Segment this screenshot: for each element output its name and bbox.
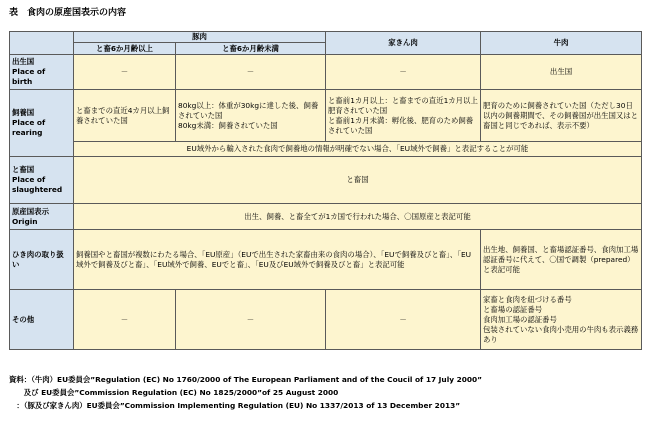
- row-label-origin: 原産国表示 Origin: [10, 204, 74, 230]
- origin-labeling-table: [9, 31, 642, 350]
- header-poultry: 家きん肉: [326, 32, 481, 55]
- header-beef: 牛肉: [481, 32, 642, 55]
- birth-pork-over6m: －: [74, 55, 176, 90]
- slaughter-value: と畜国: [74, 157, 642, 204]
- source-note-1: 資料：（牛肉）EU委員会”Regulation (EC) No 1760/2000 of The European Parliament and of the Coucil of 17 July 2000”: [9, 375, 483, 384]
- row-label-rearing: 飼養国 Place of rearing: [10, 90, 74, 157]
- minced-pork-poultry: 飼養国やと畜国が複数にわたる場合、「EU原産」（EUで出生された家畜由来の食肉の場合）、「EUで飼養及びと畜」、「EU域外で飼養及びと畜」、「EU域外で飼養、EUでと畜」、「EU及びEU域外で飼養及びと畜」と表記可能: [74, 230, 481, 290]
- row-label-slaughter: と畜国 Place of slaughtered: [10, 157, 74, 204]
- rearing-pork-over6m: と畜までの直近4カ月以上飼養されていた国: [74, 90, 176, 142]
- birth-poultry: －: [326, 55, 481, 90]
- rearing-beef: 肥育のために飼養されていた国（ただし30日以内の飼養期間で、その飼養国が出生国又はと畜国と同じであれば、表示不要）: [481, 90, 642, 142]
- header-pork-over6m: と畜6か月齢以上: [74, 43, 176, 55]
- rearing-pork-under6m: 80kg以上：体重が30kgに達した後、飼養されていた国 80kg未満：飼養されていた国: [176, 90, 326, 142]
- table-title: 表 食肉の原産国表示の内容: [9, 8, 127, 18]
- birth-beef: 出生国: [481, 55, 642, 90]
- origin-value: 出生、飼養、と畜全てが1カ国で行われた場合、〇国原産と表記可能: [74, 204, 642, 230]
- header-pork-under6m: と畜6か月齢未満: [176, 43, 326, 55]
- other-poultry: －: [326, 290, 481, 350]
- source-note-2: 及び EU委員会”Commission Regulation (EC) No 1825/2000”of 25 August 2000: [9, 388, 339, 397]
- corner-cell: [10, 32, 74, 55]
- other-pork-over6m: －: [74, 290, 176, 350]
- birth-pork-under6m: －: [176, 55, 326, 90]
- rearing-eu-note: EU域外から輸入された食肉で飼養地の情報が明確でない場合、「EU域外で飼養」と表記することが可能: [74, 142, 642, 157]
- row-label-minced: ひき肉の取り扱い: [10, 230, 74, 290]
- source-notes: [9, 373, 482, 412]
- other-pork-under6m: －: [176, 290, 326, 350]
- row-label-other: その他: [10, 290, 74, 350]
- other-beef: 家畜と食肉を紐づける番号 と畜場の認証番号 食肉加工場の認証番号 包装されていない食肉小売用の牛肉も表示義務あり: [481, 290, 642, 350]
- rearing-poultry: と畜前1カ月以上：と畜までの直近1カ月以上肥育されていた国 と畜前1カ月未満：孵化後、肥育のため飼養されていた国: [326, 90, 481, 142]
- header-pork: 豚肉: [74, 32, 326, 43]
- minced-beef: 出生地、飼養国、と畜場認証番号、食肉加工場認証番号に代えて、〇国で調製（prepared）と表記可能: [481, 230, 642, 290]
- row-label-birth: 出生国 Place of birth: [10, 55, 74, 90]
- source-note-3: ：（豚及び家きん肉）EU委員会”Commission Implementing Regulation (EU) No 1337/2013 of 13 December 2013”: [9, 401, 461, 410]
